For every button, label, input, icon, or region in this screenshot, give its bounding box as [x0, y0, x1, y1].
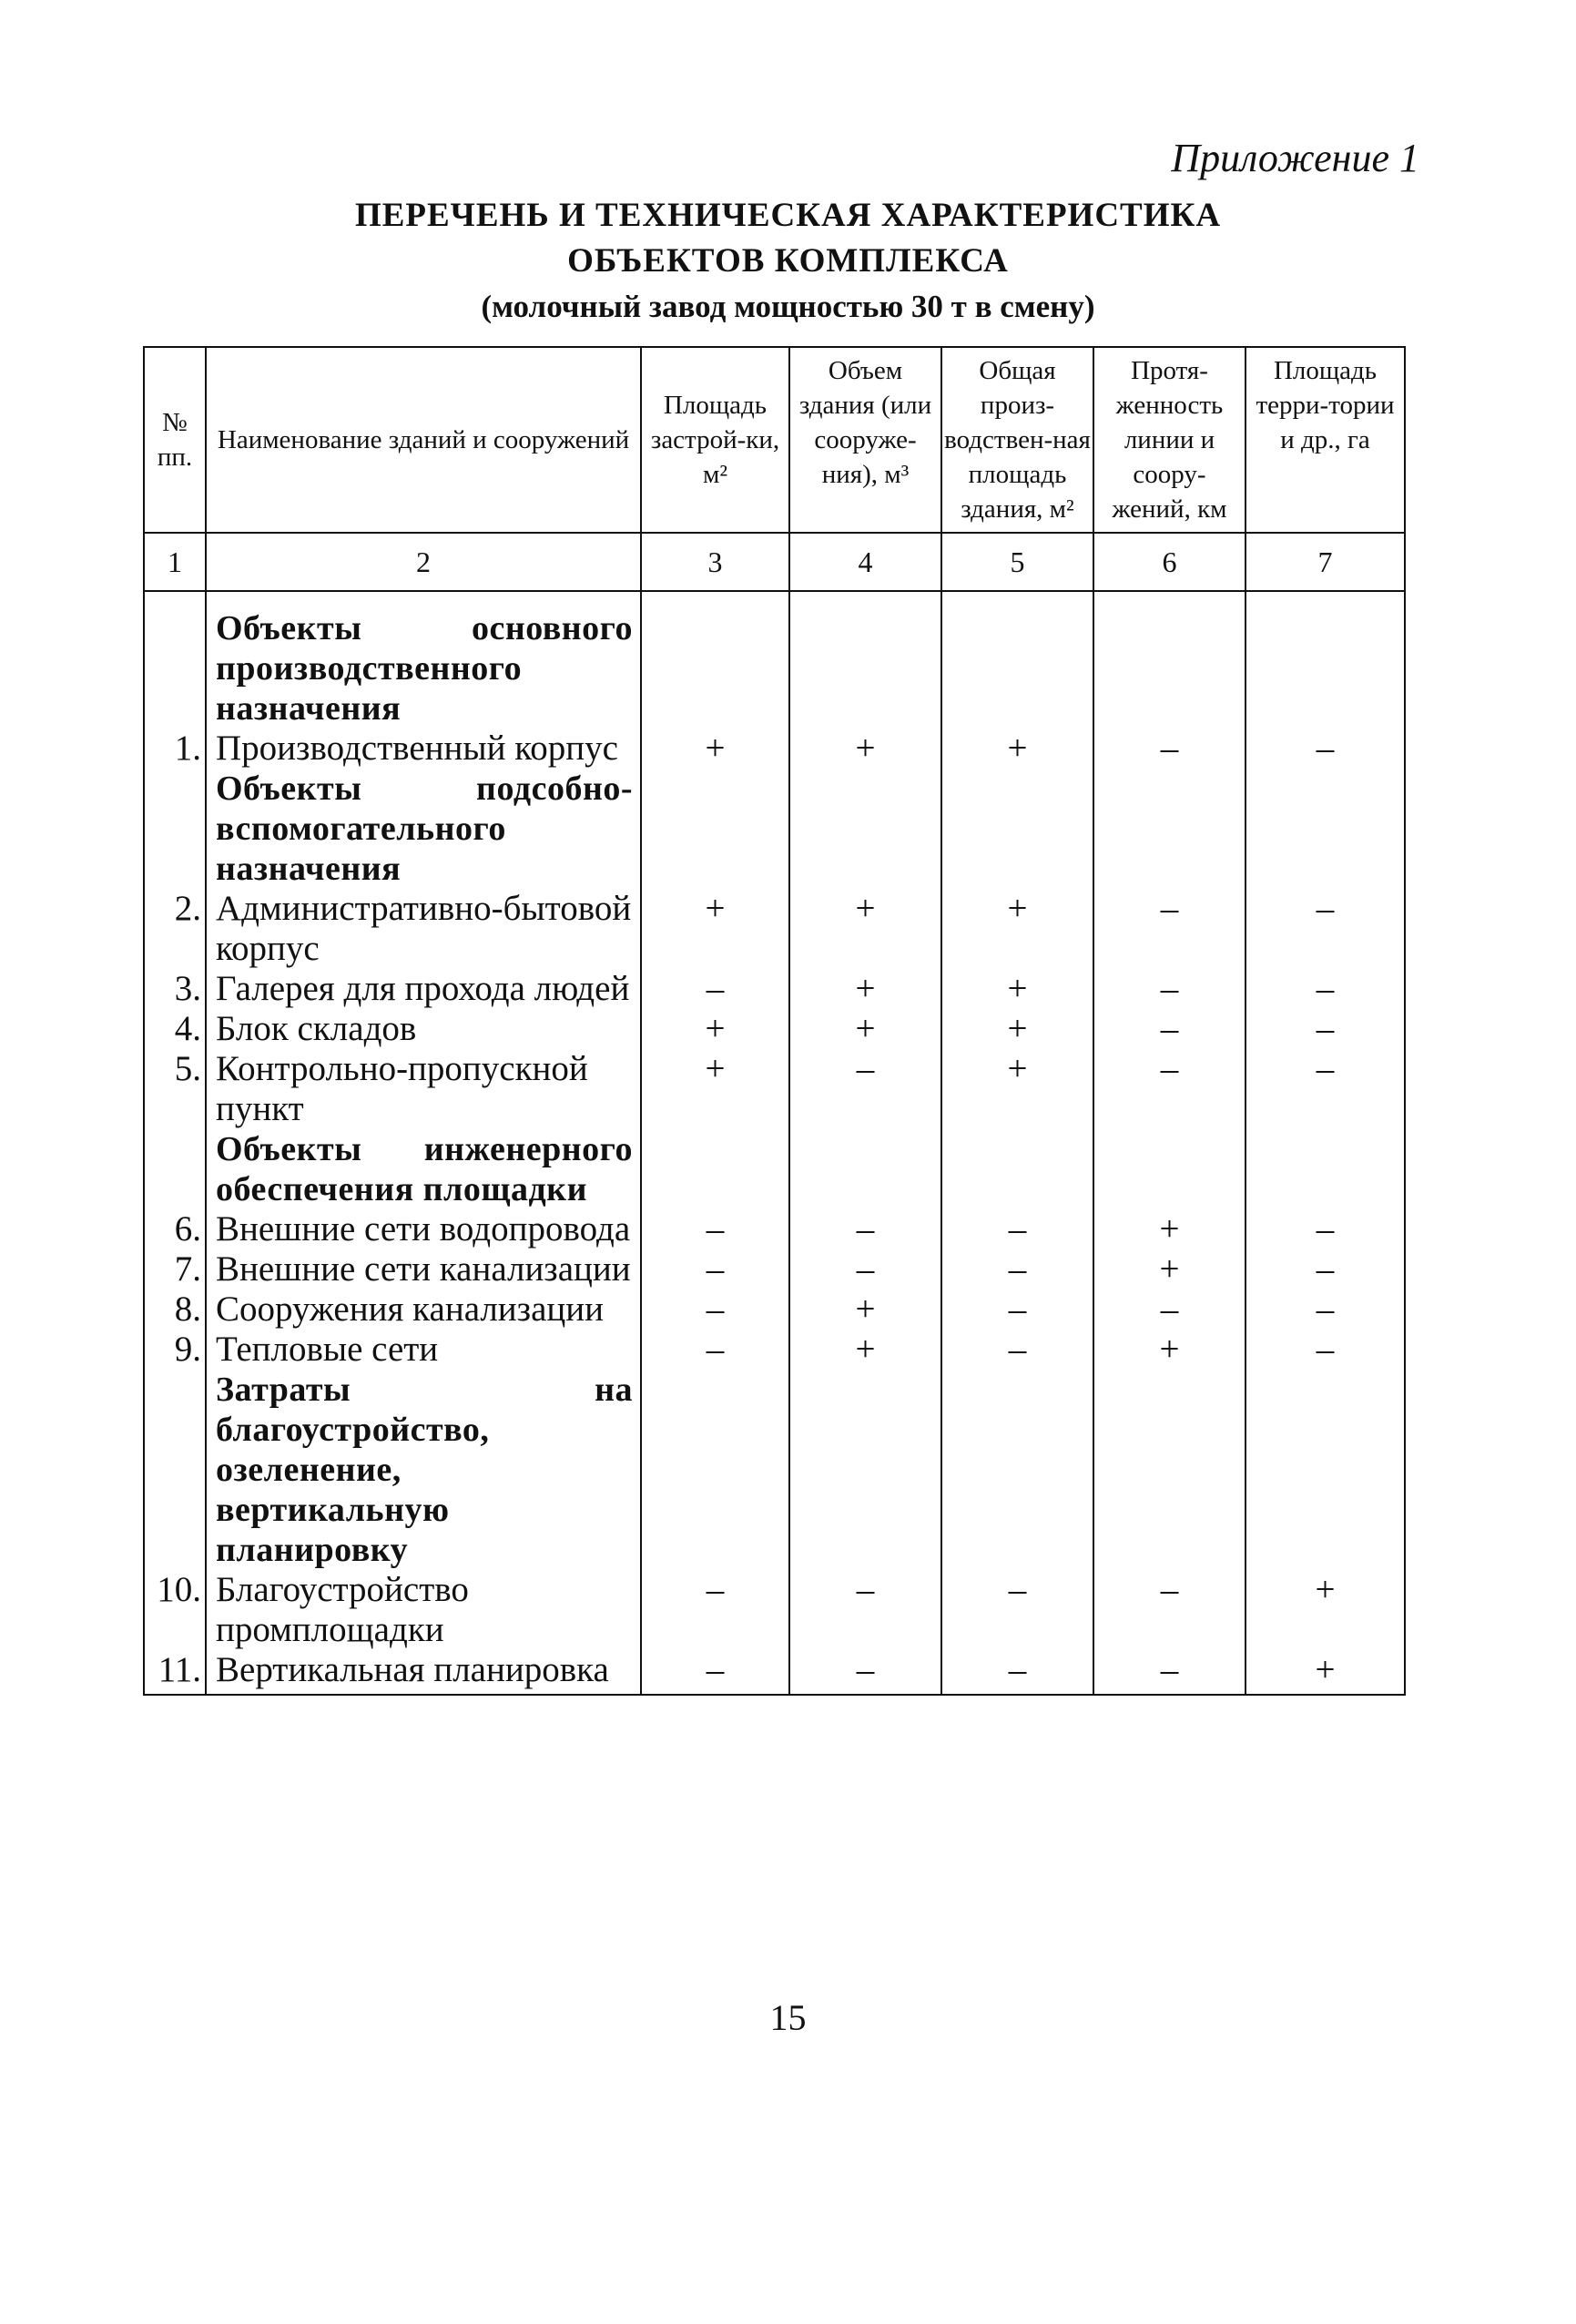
row-number: 9. — [144, 1330, 206, 1370]
object-name: Производственный корпус — [206, 729, 641, 769]
title-line-1: ПЕРЕЧЕНЬ И ТЕХНИЧЕСКАЯ ХАРАКТЕРИСТИКА — [354, 197, 1222, 234]
mark-cell: + — [1093, 1209, 1246, 1249]
row-number: 3. — [144, 969, 206, 1009]
header-volume: Объем здания (или сооруже-ния), м³ — [789, 347, 941, 533]
mark-cell: + — [1246, 1650, 1405, 1695]
mark-cell: – — [1093, 729, 1246, 769]
table-row — [144, 1249, 1405, 1289]
mark-cell: – — [1246, 1249, 1405, 1289]
row-number: 8. — [144, 1289, 206, 1330]
row-number: 10. — [144, 1570, 206, 1650]
mark-cell: – — [1246, 729, 1405, 769]
mark-cell: – — [641, 1570, 789, 1650]
mark-cell: – — [941, 1650, 1093, 1695]
page-number: 15 — [769, 1997, 807, 2038]
table-row — [144, 729, 1405, 769]
mark-cell: – — [641, 969, 789, 1009]
header-name: Наименование зданий и сооружений — [206, 347, 641, 533]
object-name: Сооружения канализации — [206, 1289, 641, 1330]
table-row — [144, 1049, 1405, 1129]
section-row — [144, 1129, 1405, 1209]
table-row — [144, 1330, 1405, 1370]
row-number: 11. — [144, 1650, 206, 1695]
header-territory-area: Площадь терри-тории и др., га — [1246, 347, 1405, 533]
column-number: 6 — [1093, 533, 1246, 591]
mark-cell: + — [641, 1049, 789, 1129]
mark-cell: + — [789, 889, 941, 969]
row-number: 5. — [144, 1049, 206, 1129]
mark-cell: + — [1093, 1249, 1246, 1289]
mark-cell: + — [941, 1009, 1093, 1049]
column-number: 3 — [641, 533, 789, 591]
mark-cell: – — [1093, 1570, 1246, 1650]
section-row — [144, 591, 1405, 729]
object-name: Контрольно-пропускной пункт — [206, 1049, 641, 1129]
row-number: 7. — [144, 1249, 206, 1289]
mark-cell: + — [789, 1289, 941, 1330]
row-number: 4. — [144, 1009, 206, 1049]
mark-cell: – — [1246, 1289, 1405, 1330]
mark-cell: – — [1246, 889, 1405, 969]
table-row — [144, 889, 1405, 969]
mark-cell: + — [641, 729, 789, 769]
title-line-2: ОБЪЕКТОВ КОМПЛЕКСА — [567, 242, 1009, 280]
object-name: Вертикальная планировка — [206, 1650, 641, 1695]
table-row — [144, 1289, 1405, 1330]
mark-cell: – — [641, 1289, 789, 1330]
mark-cell: – — [789, 1249, 941, 1289]
mark-cell: – — [1246, 1009, 1405, 1049]
mark-cell: + — [1093, 1330, 1246, 1370]
object-name: Административно-бытовой корпус — [206, 889, 641, 969]
mark-cell: + — [941, 729, 1093, 769]
mark-cell: – — [789, 1650, 941, 1695]
mark-cell: – — [1246, 1209, 1405, 1249]
object-name: Благоустройство промплощадки — [206, 1570, 641, 1650]
header-built-area: Площадь застрой-ки, м² — [641, 347, 789, 533]
mark-cell: – — [941, 1289, 1093, 1330]
mark-cell: + — [789, 729, 941, 769]
mark-cell: – — [1093, 1049, 1246, 1129]
object-name: Внешние сети водопровода — [206, 1209, 641, 1249]
mark-cell: – — [789, 1049, 941, 1129]
table-row — [144, 969, 1405, 1009]
mark-cell: – — [941, 1209, 1093, 1249]
row-number: 6. — [144, 1209, 206, 1249]
title-line-3: (молочный завод мощностью 30 т в смену) — [481, 289, 1095, 324]
objects-table — [143, 346, 1406, 1696]
column-number: 4 — [789, 533, 941, 591]
header-production-area: Общая произ-водствен-ная площадь здания, м² — [941, 347, 1093, 533]
table-row — [144, 1009, 1405, 1049]
object-name: Тепловые сети — [206, 1330, 641, 1370]
section-title: Объекты подсобно-вспомогательного назначения — [206, 769, 641, 889]
mark-cell: – — [1093, 1650, 1246, 1695]
mark-cell: + — [789, 1330, 941, 1370]
mark-cell: – — [641, 1330, 789, 1370]
header-row — [144, 347, 1405, 533]
mark-cell: – — [641, 1650, 789, 1695]
mark-cell: + — [789, 969, 941, 1009]
column-number: 1 — [144, 533, 206, 591]
table-row — [144, 1570, 1405, 1650]
mark-cell: – — [941, 1330, 1093, 1370]
mark-cell: + — [941, 889, 1093, 969]
mark-cell: + — [641, 889, 789, 969]
object-name: Галерея для прохода людей — [206, 969, 641, 1009]
header-length: Протя-женность линии и соору-жений, км — [1093, 347, 1246, 533]
mark-cell: – — [1246, 969, 1405, 1009]
column-number: 2 — [206, 533, 641, 591]
table-row — [144, 1650, 1405, 1695]
object-name: Блок складов — [206, 1009, 641, 1049]
appendix-label: Приложение 1 — [1171, 136, 1419, 180]
object-name: Внешние сети канализации — [206, 1249, 641, 1289]
mark-cell: – — [941, 1249, 1093, 1289]
header-num: № пп. — [144, 347, 206, 533]
mark-cell: + — [941, 969, 1093, 1009]
section-row — [144, 1370, 1405, 1570]
mark-cell: – — [641, 1209, 789, 1249]
mark-cell: – — [1093, 889, 1246, 969]
column-numbers-row — [144, 533, 1405, 591]
mark-cell: – — [1093, 1009, 1246, 1049]
row-number: 1. — [144, 729, 206, 769]
column-number: 5 — [941, 533, 1093, 591]
section-row — [144, 769, 1405, 889]
mark-cell: – — [941, 1570, 1093, 1650]
mark-cell: – — [789, 1570, 941, 1650]
row-number: 2. — [144, 889, 206, 969]
mark-cell: – — [789, 1209, 941, 1249]
section-title: Объекты инженерного обеспечения площадки — [206, 1129, 641, 1209]
mark-cell: – — [1093, 969, 1246, 1009]
table-row — [144, 1209, 1405, 1249]
mark-cell: + — [1246, 1570, 1405, 1650]
mark-cell: + — [941, 1049, 1093, 1129]
mark-cell: – — [641, 1249, 789, 1289]
mark-cell: + — [789, 1009, 941, 1049]
mark-cell: – — [1246, 1330, 1405, 1370]
section-title: Затраты на благоустройство, озеленение, вертикальную планировку — [206, 1370, 641, 1570]
mark-cell: + — [641, 1009, 789, 1049]
column-number: 7 — [1246, 533, 1405, 591]
mark-cell: – — [1246, 1049, 1405, 1129]
mark-cell: – — [1093, 1289, 1246, 1330]
section-title: Объекты основного производственного назначения — [206, 591, 641, 729]
document-title — [0, 193, 1576, 330]
